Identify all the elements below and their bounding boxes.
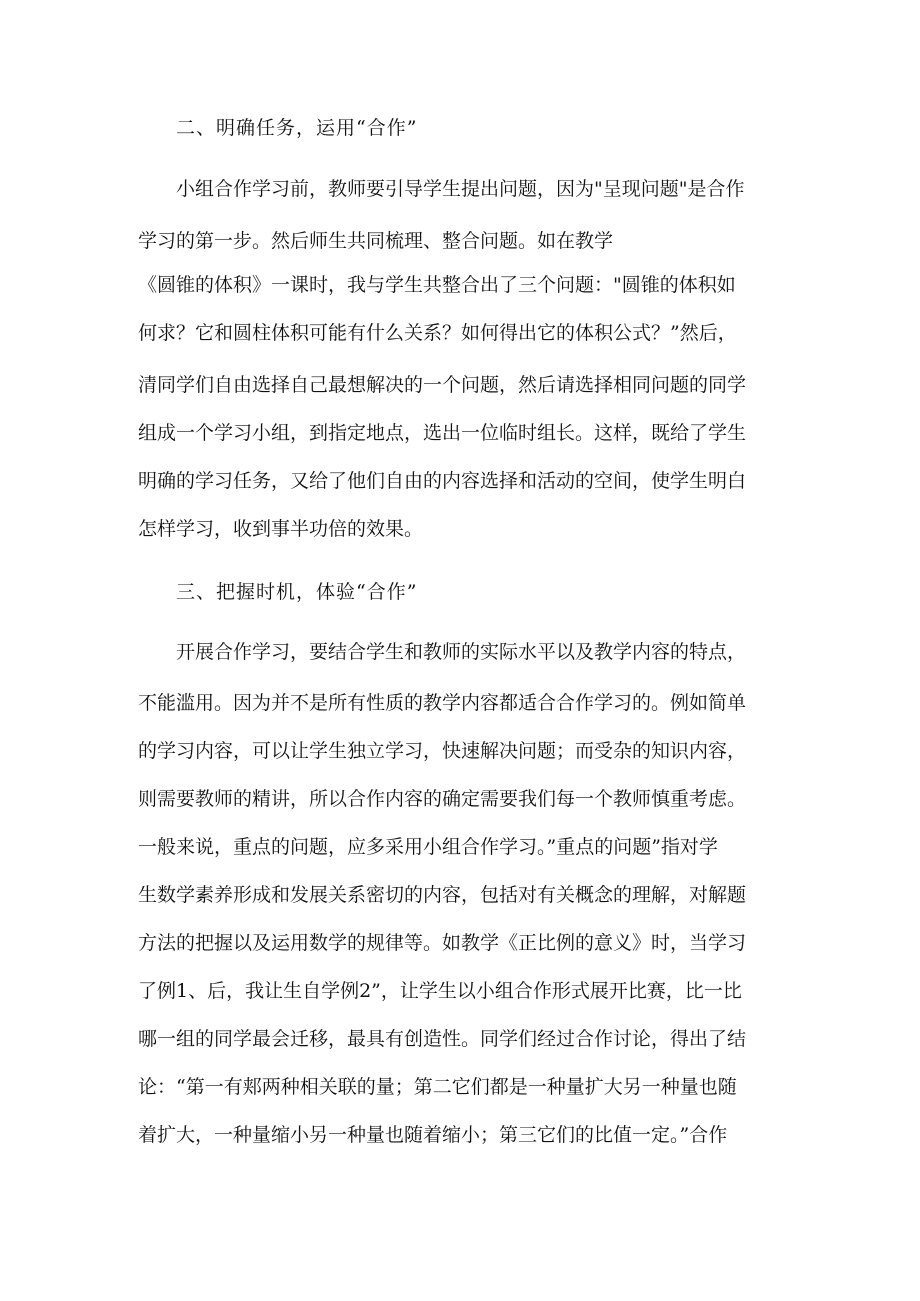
paragraph-line: 何求？它和圆柱体积可能有什么关系？如何得出它的体积公式？”然后， [138,322,737,344]
paragraph-line: 生数学素养形成和发展关系密切的内容，包括对有关概念的理解，对解题 [138,884,747,906]
paragraph-line: 哪一组的同学最会迁移，最具有创造性。同学们经过合作讨论，得出了结 [138,1028,747,1050]
paragraph-line: 怎样学习，收到事半功倍的效果。 [138,518,424,540]
paragraph-line: 了例1、后，我让生自学例2”，让学生以小组合作形式展开比赛，比一比 [138,980,742,1002]
paragraph-line: 小组合作学习前，教师要引导学生提出问题，因为"呈现问题"是合作 [176,178,745,200]
paragraph-line: 开展合作学习，要结合学生和教师的实际水平以及教学内容的特点， [176,641,747,663]
paragraph-line: 明确的学习任务，又给了他们自由的内容选择和活动的空间，使学生明白 [138,470,747,492]
paragraph-line: 组成一个学习小组，到指定地点，选出一位临时组长。这样，既给了学生 [138,422,747,444]
paragraph-line: 论：“第一有郏两种相关联的量；第二它们都是一种量扩大另一种量也随 [138,1076,737,1098]
paragraph-line: 《圆锥的体积》一课时，我与学生共整合出了三个问题："圆锥的体积如 [138,274,736,296]
paragraph-line: 的学习内容，可以让学生独立学习，快速解决问题；而受杂的知识内容， [138,740,747,762]
paragraph-line: 清同学们自由选择自己最想解决的一个问题，然后请选择相同问题的同学 [138,374,747,396]
paragraph-line: 方法的把握以及运用数学的规律等。如教学《正比例的意义》时，当学习 [138,932,747,954]
section-heading-3: 三、把握时机，体验“合作” [176,581,418,603]
section-heading-2: 二、明确任务，运用“合作” [176,117,418,139]
paragraph-line: 则需要教师的精讲，所以合作内容的确定需要我们每一个教师慎重考虑。 [138,788,747,810]
paragraph-line: 一般来说，重点的问题，应多采用小组合作学习。”重点的问题”指对学 [138,836,718,858]
paragraph-line: 不能滥用。因为并不是所有性质的教学内容都适合合作学习的。例如简单 [138,692,747,714]
paragraph-line: 学习的第一步。然后师生共同梳理、整合问题。如在教学 [138,230,614,252]
paragraph-line: 着扩大，一种量缩小另一种量也随着缩小；第三它们的比值一定。”合作 [138,1124,728,1146]
